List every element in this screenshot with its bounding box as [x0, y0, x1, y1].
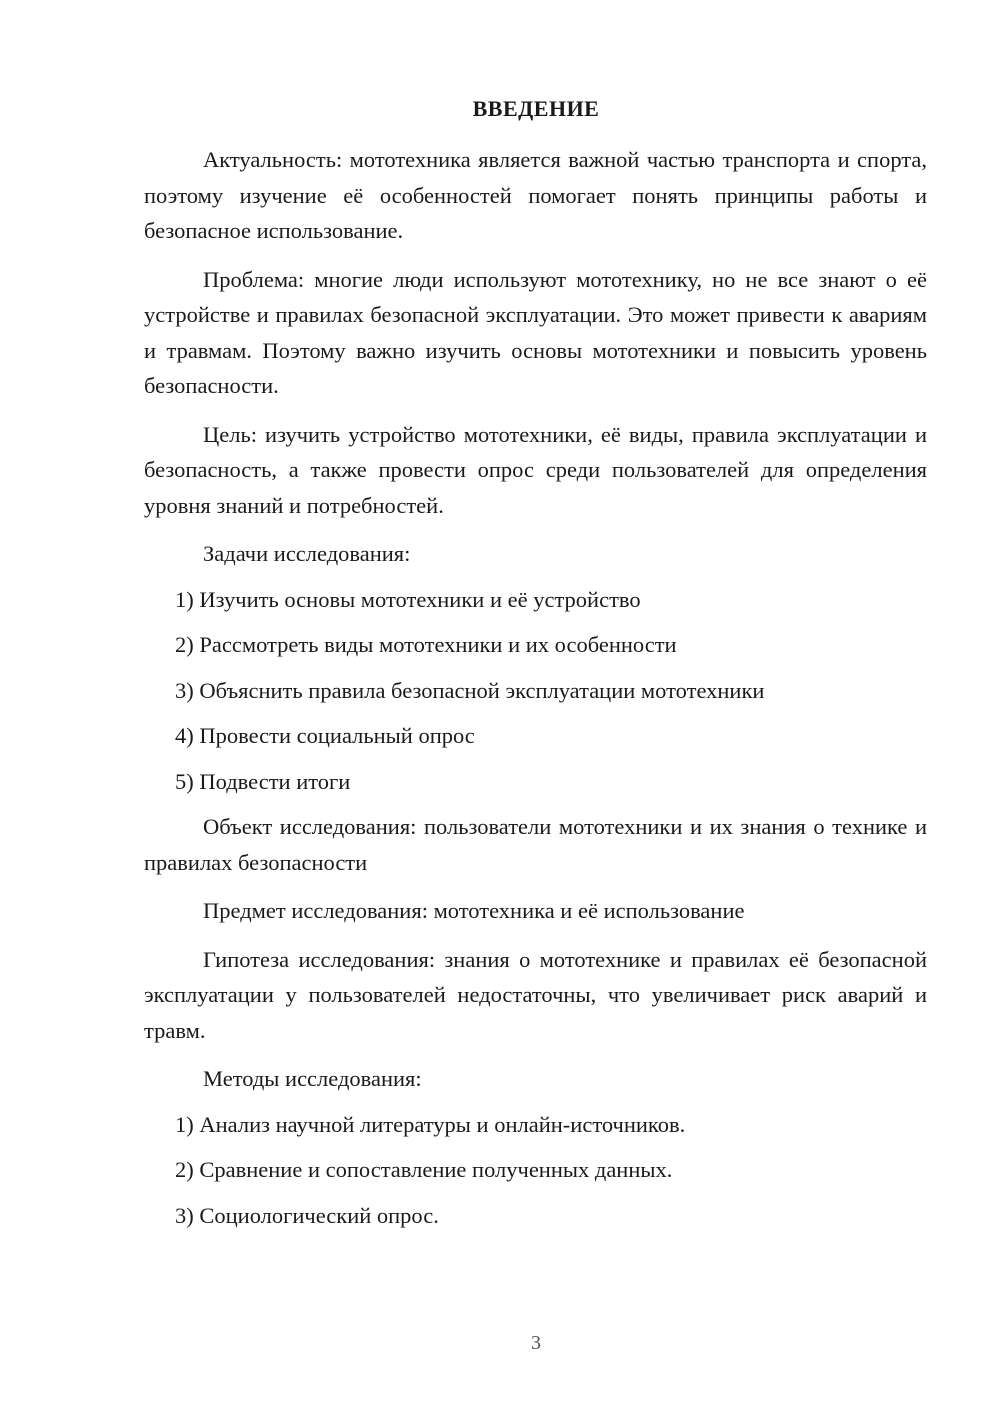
list-item: 3) Социологический опрос.	[175, 1202, 439, 1228]
methods-list	[144, 1107, 927, 1234]
paragraph-goal: Цель: изучить устройство мототехники, её виды, правила эксплуатации и безопасность, а также провести опрос среди пользователей для определения уровня знаний и потребностей.	[144, 421, 927, 518]
paragraph-hypothesis: Гипотеза исследования: знания о мототехнике и правилах её безопасной эксплуатации у пользователей недостаточны, что увеличивает риск аварий и травм.	[144, 946, 927, 1043]
list-item: 5) Подвести итоги	[175, 768, 351, 794]
paragraph-relevance: Актуальность: мототехника является важной частью транспорта и спорта, поэтому изучение её особенностей помогает понять принципы работы и безопасное использование.	[144, 147, 927, 243]
list-item: 3) Объяснить правила безопасной эксплуатации мототехники	[175, 677, 765, 703]
paragraph-problem: Проблема: многие люди используют мототехнику, но не все знают о её устройстве и правилах безопасной эксплуатации. Это может привести к авариям и травмам. Поэтому важно изучить основы мототехники и повысить уровень безопасности.	[144, 266, 927, 398]
tasks-list	[144, 582, 927, 800]
paragraph-object: Объект исследования: пользователи мототехники и их знания о технике и правилах безопасности	[144, 814, 927, 875]
list-item: 2) Сравнение и сопоставление полученных данных.	[175, 1157, 673, 1182]
paragraph-subject: Предмет исследования: мототехника и её использование	[203, 898, 745, 923]
document-body	[144, 142, 927, 1243]
page-title: ВВЕДЕНИЕ	[472, 96, 600, 121]
list-item: 1) Изучить основы мототехники и её устройство	[175, 586, 641, 612]
tasks-heading: Задачи исследования:	[203, 541, 411, 566]
methods-heading: Методы исследования:	[203, 1066, 422, 1091]
page-number: 3	[531, 1332, 541, 1354]
list-item: 4) Провести социальный опрос	[175, 723, 475, 748]
list-item: 2) Рассмотреть виды мототехники и их особенности	[175, 632, 677, 657]
list-item: 1) Анализ научной литературы и онлайн-источников.	[175, 1111, 686, 1137]
